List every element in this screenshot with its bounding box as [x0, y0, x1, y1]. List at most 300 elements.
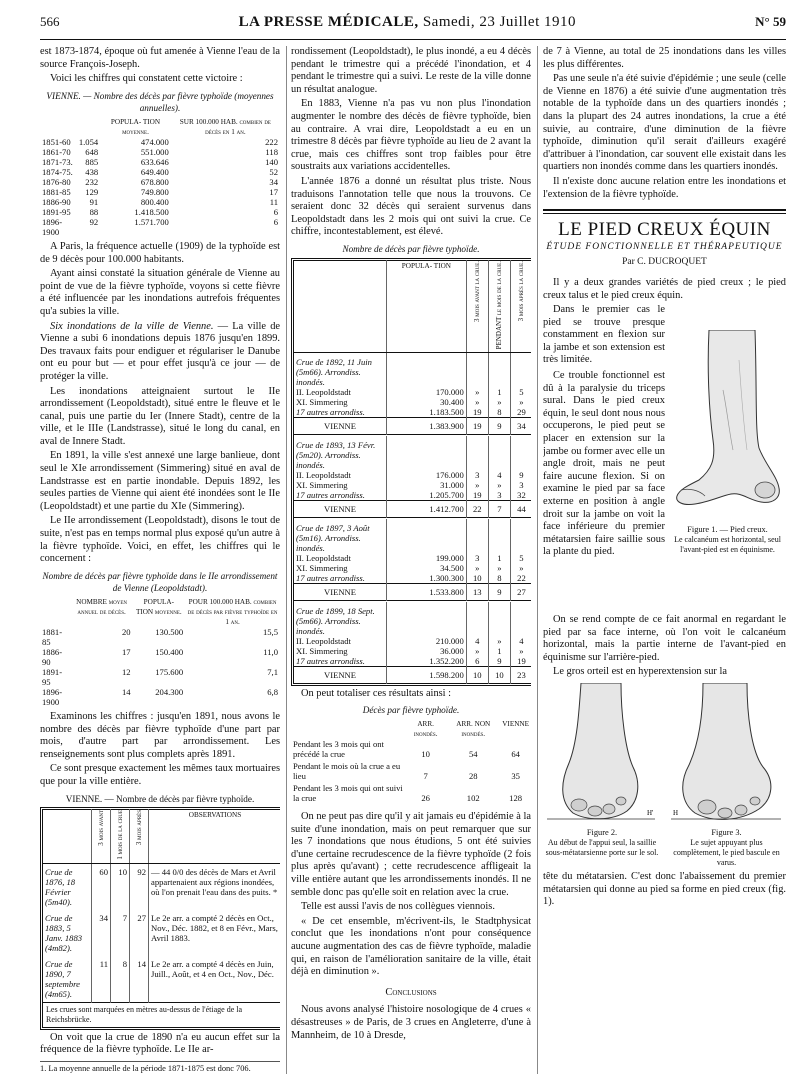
paragraph: Telle est aussi l'avis de nos collègues viennois.: [301, 901, 495, 913]
table-group-title: Crue de 1893, 13 Févr. (5m20). Arrondiss. inondés.: [294, 436, 387, 470]
table-cell: 54: [468, 749, 478, 760]
table-header: PENDANT le mois de la crue.: [495, 260, 504, 349]
table-cell: 22: [466, 500, 488, 517]
table-cell: 20: [121, 627, 131, 637]
paragraph: est 1873-1874, époque où fut amenée à Vienne l'eau de la source François-Joseph.: [40, 46, 280, 70]
table-row: [294, 407, 532, 418]
table-cell: 8: [111, 956, 130, 1003]
paragraph: « De cet ensemble, m'écrivent-ils, le Stadtphysicat conclut que les inondations n'ont pour conséquence aucune augmentation des cas de fièvre typhoïde, maladie qui, en raison de l'amélioration sanitaire de la ville, était déjà en diminution ».: [291, 915, 531, 978]
table-cell: XI. Simmering: [294, 480, 387, 490]
table-total-row: [294, 583, 532, 600]
table-caption: VIENNE. — Nombre de décès par fièvre typhoïde.: [65, 793, 255, 804]
table-cell: [466, 519, 488, 553]
table-cell: 1871-73.: [42, 156, 73, 167]
table-row: [43, 910, 281, 956]
table-cell: [466, 436, 488, 470]
table-cell: VIENNE: [294, 500, 387, 517]
table-cell: 64: [511, 749, 520, 760]
paragraph: On voit que la crue de 1890 n'a eu aucun effet sur la fréquence de la fièvre typhoïde. Le IIe ar-: [40, 1031, 280, 1056]
table-cell: II. Leopoldstadt: [294, 470, 387, 480]
paragraph: Ayant ainsi constaté la situation générale de Vienne au point de vue de la fièvre typhoïde, voyons si cette fièvre a été influencée par les inondations autrefois fréquentes qu'a subies la ville.: [40, 268, 280, 317]
table-cell: 6: [273, 206, 278, 217]
table-cell: 8: [488, 407, 510, 418]
table-cell: 19: [466, 407, 488, 418]
table-cell: 1.383.900: [387, 417, 467, 434]
table-header: NOMBRE moyen annuel de décès.: [76, 598, 128, 616]
table-cell: 28: [468, 771, 478, 782]
table-row: [43, 956, 281, 1003]
table-cell: 12: [121, 667, 131, 677]
table-group-title: Crue de 1897, 3 Août (5m16). Arrondiss. inondés.: [294, 519, 387, 553]
table-cell: 9: [488, 583, 510, 600]
paragraph: Le gros orteil est en hyperextension sur la: [553, 666, 727, 678]
table-cell: »: [488, 636, 510, 646]
table-cell: XI. Simmering: [294, 563, 387, 573]
table-cell: 4: [519, 635, 524, 646]
table-row: [294, 553, 532, 563]
table-cell: 1.571.700: [134, 216, 169, 227]
table-cell: — 44 0/0 des décès de Mars et Avril appartenaient aux régions inondées, où l'on prenait l'eau dans des puits. *: [151, 866, 278, 897]
table-header: POPULA- TION moyenne.: [110, 117, 161, 136]
table-cell: [488, 352, 510, 387]
table-cell: »: [519, 645, 524, 656]
table-cell: 91: [89, 196, 99, 207]
table-row: [294, 480, 532, 490]
paragraph: On se rend compte de ce fait anormal en regardant le pied par sa face interne, où l'on voit le calcanéum horizontal, mais la partie interne de l'avant-pied en équinisme sur l'arrière-pied.: [543, 614, 786, 663]
table-cell: Le 2e arr. a compté 4 décès en Juin, Juill., Août, et 4 en Oct., Nov., Déc.: [151, 958, 274, 979]
table-header: 1 mois de la crue: [116, 810, 124, 860]
article-title: LE PIED CREUX ÉQUIN: [558, 219, 771, 241]
hollow-foot-illustration: [669, 330, 786, 520]
table-group-row: [294, 352, 532, 387]
table-cell: 11: [92, 956, 111, 1003]
table-cell: 10: [466, 573, 488, 584]
table-cell: 170.000: [387, 387, 467, 397]
table-cell: 17 autres arrondiss.: [294, 573, 387, 584]
table-cell: 140: [265, 156, 278, 167]
table-cell: 1: [488, 553, 510, 563]
table-cell: 88: [89, 206, 99, 217]
table-cell: Pendant le mois où la crue a eu lieu: [293, 761, 401, 782]
table-header: POPULA- TION: [387, 260, 467, 352]
table-caption: Nombre de décès par fièvre typhoïde.: [342, 243, 480, 254]
table-cell: 34.500: [387, 563, 467, 573]
table-cell: Crue de 1883, 5 Janv. 1883 (4m82).: [43, 910, 92, 956]
issue-number: N° 59: [755, 14, 786, 29]
table-cell: 551.000: [140, 146, 169, 157]
table-cell: 7: [423, 771, 428, 782]
paragraph-text: — La ville de Vienne a subi 6 inondations depuis 1876 jusqu'en 1899. Des travaux faits pour endiguer et régulariser le Danube ont eu pour but — et pour effet jusqu'à ce jour — de protéger la ville.: [40, 320, 280, 382]
paragraph: On ne peut pas dire qu'il y ait jamais eu d'épidémie à la suite d'une inondation, mais on peut remarquer que sur les 7 inondations que nous étudions, 5 ont été suivies d'une certaine recrudescence de la fièvre typhoïde (2 fois plus après qu'avant) ; cette recrudescence affligeait la ville entière autant que les arrondissements inondés. Il ne semble donc pas qu'elle soit en relation avec la crue.: [291, 811, 531, 898]
table-cell: VIENNE: [294, 666, 387, 683]
table-cell: 885: [85, 156, 99, 167]
table-vienne-crues: [42, 809, 280, 1028]
table-cell: 7: [488, 500, 510, 517]
paragraph: rondissement (Leopoldstadt), le plus inondé, a eu 4 décès pendant le trimestre qui a précédé l'inondation, et 4 pendant le trimestre qui a suivi. Le reste de la ville donne un résultat analogue.: [291, 46, 531, 95]
table-cell: [387, 436, 467, 470]
table-cell: [466, 602, 488, 636]
table-total-row: [294, 500, 532, 517]
table-cell: 1881-85: [42, 627, 63, 647]
table-row: [291, 783, 531, 805]
table-cell: »: [519, 396, 524, 407]
table-cell: 92: [130, 863, 149, 910]
table-cell: 150.400: [155, 647, 184, 657]
article-author: Par C. DUCROQUET: [622, 257, 707, 268]
paragraph: Voici les chiffres qui constatent cette victoire :: [50, 73, 243, 85]
table-cell: [488, 436, 510, 470]
table-vienne-annual: [40, 117, 280, 237]
table-header: VIENNE: [502, 720, 529, 729]
table-header: 3 mois après la crue.: [517, 260, 526, 321]
table-header: [77, 117, 100, 137]
table-totals: [291, 719, 531, 805]
table-cell: [387, 352, 467, 387]
figure-3-caption: Le sujet appuyant plus complètement, le pied bascule en varus.: [673, 837, 780, 867]
table-cell: 9: [488, 656, 510, 667]
table-cell: [466, 352, 488, 387]
table-cell: [488, 602, 510, 636]
paragraph: Les inondations atteignaient surtout le IIe arrondissement (Leopoldstadt), situé entre le fleuve et le canal, puis une partie du Ier (Innere Stadt), centre de la ville, et le IIIe (Landstrasse), situé le long du canal, en aval de Innere Stadt.: [40, 385, 280, 447]
table-row: [40, 177, 280, 187]
table-cell: 175.600: [155, 667, 184, 677]
table-cell: »: [466, 397, 488, 407]
table-cell: 3: [488, 490, 510, 501]
paragraph: En 1883, Vienne n'a pas vu non plus l'inondation augmenter le nombre des décès de fièvre typhoïde, bien au contraire. A vrai dire, Leopoldstadt a eu en un trimestre 8 décès par fièvre typhoïde au lieu de 2 avant la crue, mais ces chiffres sont trop faibles pour être soustraits aux variations accidentelles.: [291, 98, 531, 173]
table-cell: 10: [488, 666, 510, 683]
table-header: [294, 260, 387, 352]
table-header: 3 mois avant la crue.: [473, 260, 482, 322]
table-cell: 15,5: [262, 627, 278, 637]
paragraph: L'année 1876 a donné un résultat plus triste. Nous traduisons l'annotation telle que nous la trouvons. Ce seraient donc 32 décès qui seraient survenus dans Leopoldstadt dans les 2 mois qui ont suivi la crue. Ce chiffre, incontestablement, est élevé.: [291, 175, 531, 238]
table-leopoldstadt: [40, 597, 280, 707]
table-cell: 35: [511, 771, 520, 782]
table-row: [40, 197, 280, 207]
table-cell: [387, 519, 467, 553]
table-cell: 11: [269, 196, 278, 207]
paragraph: [40, 321, 280, 384]
table-cell: 1881-85: [42, 186, 71, 197]
table-header: OBSERVATIONS: [149, 810, 281, 864]
table-cell: 13: [466, 583, 488, 600]
table-cell: 633.646: [140, 156, 169, 167]
table-total-row: [294, 666, 532, 683]
column-2: [291, 46, 531, 1076]
page-header: [40, 14, 786, 40]
journal-name: LA PRESSE MÉDICALE,: [238, 14, 419, 30]
table-header: POPULA- TION moyenne.: [135, 598, 182, 616]
table-cell: 6,8: [267, 687, 278, 697]
table-row: [40, 147, 280, 157]
table-cell: 19: [466, 417, 488, 434]
table-cell: XI. Simmering: [294, 397, 387, 407]
table-header: SUR 100.000 HAB. combien de décès en 1 an.: [179, 117, 271, 136]
table-cell: 8: [488, 573, 510, 584]
table-caption: VIENNE. — Nombre des décès par fièvre typhoïde (moyennes annuelles).: [46, 90, 274, 114]
table-cell: 30.400: [387, 397, 467, 407]
table-cell: 199.000: [387, 553, 467, 563]
table-cell: 1.412.700: [387, 500, 467, 517]
table-row: [40, 627, 280, 647]
table-cell: 7: [111, 910, 130, 956]
table-group-title: Crue de 1899, 18 Sept. (5m66). Arrondiss. inondés.: [294, 602, 387, 636]
table-cell: 1876-80: [42, 176, 71, 187]
table-cell: 9: [519, 469, 524, 480]
table-row: [40, 137, 280, 147]
table-cell: II. Leopoldstadt: [294, 387, 387, 397]
table-cell: 1: [488, 646, 510, 656]
journal-title: [239, 14, 576, 31]
table-cell: 649.400: [140, 166, 169, 177]
table-cell: 34: [269, 176, 278, 187]
column-1: [40, 46, 280, 1076]
table-group-row: [294, 519, 532, 553]
paragraph: Examinons les chiffres : jusqu'en 1891, nous avons le nombre des décès par fièvre typhoïde d'une part par mois, d'autre part par arrondissement. Les renseignements sont plus complets après 1891.: [40, 711, 280, 760]
table-row: [40, 157, 280, 167]
table-cell: 6: [466, 656, 488, 667]
table-cell: 4: [466, 636, 488, 646]
figure-1: [669, 330, 786, 555]
figure-2-caption: Au début de l'appui seul, la saillie sous-métatarsienne porte sur le sol.: [545, 837, 659, 857]
table-cell: 26: [421, 793, 430, 804]
table-cell: VIENNE: [294, 583, 387, 600]
table-cell: [387, 602, 467, 636]
paragraph: Dans le premier cas le pied se trouve presque constamment en flexion sur la jambe et son extension est très limitée.: [543, 304, 665, 366]
table-row: [294, 387, 532, 397]
table-row: [294, 397, 532, 407]
paragraph: tête du métatarsien. C'est donc l'abaissement du premier métatarsien qui donne au pied sa forme en pied creux (fig. 1).: [543, 871, 786, 908]
table-cell: 29: [517, 406, 526, 417]
table-cell: 1851-60: [42, 136, 71, 147]
table-cell: 17: [121, 647, 131, 657]
table-cell: 27: [510, 583, 531, 600]
table-header: [40, 597, 71, 627]
table-group-title: Crue de 1892, 11 Juin (5m66). Arrondiss. inondés.: [294, 352, 387, 387]
table-caption: Décès par fièvre typhoïde.: [362, 705, 460, 716]
table-cell: 5: [519, 552, 524, 563]
table-cell: 1874-75.: [42, 166, 73, 177]
table-cell: 1: [488, 387, 510, 397]
footnote: 1. La moyenne annuelle de la période 1871-1875 est donc 706.: [40, 1061, 280, 1074]
table-cell: 3: [466, 470, 488, 480]
table-cell: 1896-1900: [42, 687, 63, 707]
table-cell: 32: [517, 489, 526, 500]
table-cell: 3: [519, 479, 524, 490]
wrapped-text: [543, 304, 665, 561]
foot-varus-illustration: [667, 683, 786, 823]
table-cell: 17 autres arrondiss.: [294, 407, 387, 418]
paragraph: En 1891, la ville s'est annexé une large banlieue, dont seul le XIe arrondissement (Simmering) situé en aval de Landstrasse est en partie inondable. Depuis 1892, les seules parties de Vienne qui aient été inondées sont le IIe (Leopoldstadt) et une partie du XIe (Simmering).: [40, 450, 280, 512]
table-cell: 14: [130, 956, 149, 1003]
figure-2-title: Figure 2.: [586, 827, 618, 837]
table-cell: [510, 602, 531, 636]
table-cell: 5: [519, 386, 524, 397]
table-cell: 1891-95: [42, 667, 63, 687]
table-row: [40, 217, 280, 237]
table-header: POUR 100.000 HAB. combien de décès par fièvre typhoïde en 1 an.: [187, 598, 278, 626]
table-header: ARR. NON inondés.: [456, 720, 491, 739]
table-cell: 36.000: [387, 646, 467, 656]
table-cell: 1891-95: [42, 206, 71, 217]
table-row: [40, 667, 280, 687]
figure-1-title: Figure 1. — Pied creux.: [687, 524, 768, 534]
table-cell: 44: [510, 500, 531, 517]
table-cell: 92: [89, 216, 99, 227]
table-cell: 129: [85, 186, 99, 197]
table-header: [291, 719, 405, 739]
table-cell: »: [519, 562, 524, 573]
table-cell: 17 autres arrondiss.: [294, 490, 387, 501]
table-cell: 19: [466, 490, 488, 501]
table-cell: »: [488, 563, 510, 573]
paragraph: On peut totaliser ces résultats ainsi :: [301, 687, 452, 699]
table-row: [291, 739, 531, 761]
table-cell: 1.598.200: [387, 666, 467, 683]
table-cell: 1886-90: [42, 196, 71, 207]
table-cell: Pendant les 3 mois qui ont précédé la crue: [293, 739, 384, 760]
table-cell: 17: [269, 186, 278, 197]
paragraph: Ce trouble fonctionnel est dû à la paralysie du triceps sural. Dans le pied creux équin, le seul dont nous nous occuperons, le pied peut se placer en extension sur la jambe ou former avec elle un angle droit, mais ne peut faire aucune flexion. Si on examine le pied par sa face externe en position à angle droit sur la jambe on voit la face inférieure du premier métatarsien faire saillie sous la plante du pied.: [543, 370, 665, 558]
table-cell: »: [466, 563, 488, 573]
figure-3: [667, 683, 786, 868]
paragraph: Le IIe arrondissement (Leopoldstadt), disons le tout de suite, n'est pas en temps normal plus exposé qu'un autre à la fièvre typhoïde. Voici, en effet, les chiffres qui le concernent :: [40, 515, 280, 565]
table-cell: 176.000: [387, 470, 467, 480]
table-cell: »: [466, 387, 488, 397]
table-cell: 1.352.200: [387, 656, 467, 667]
figures-2-3: [543, 683, 786, 871]
table-cell: 27: [130, 910, 149, 956]
table-cell: 232: [85, 176, 99, 187]
table-cell: 6: [273, 216, 278, 227]
table-cell: 648: [85, 146, 99, 157]
section-heading: Conclusions: [385, 986, 437, 998]
table-cell: 9: [488, 417, 510, 434]
figure-1-wrap: [543, 304, 786, 614]
table-cell: 800.400: [140, 196, 169, 207]
table-caption: Nombre de décès par fièvre typhoïde dans le IIe arrondissement de Vienne (Leopoldstadt).: [42, 570, 278, 594]
table-cell: 204.300: [155, 687, 184, 697]
paragraph: Pas une seule n'a été suivie d'épidémie ; une seule (celle de Vienne en 1876) a été suivie d'une augmentation très notable de la typhoïde dans un des quartiers inondés ; dans la plupart des 24 autres inondations, la crue a été suivie, au contraire, d'une diminution de la fièvre typhoïde, diminution qu'il serait d'ailleurs exagéré d'attribuer à l'inondation, car souvent elle existait dans les quartiers non inondés comme dans les quartiers inondés.: [543, 73, 786, 173]
table-cell: 10: [421, 749, 430, 760]
table-row: [40, 187, 280, 197]
table-cell: »: [488, 397, 510, 407]
table-cell: 10: [111, 863, 130, 910]
table-group-row: [294, 436, 532, 470]
table-cell: [488, 519, 510, 553]
table-cell: 60: [92, 863, 111, 910]
table-cell: 438: [85, 166, 99, 177]
table-cell: 118: [265, 146, 278, 157]
table-cell: 749.800: [140, 186, 169, 197]
table-cell: 4: [488, 470, 510, 480]
table-cell: 1861-70: [42, 146, 71, 157]
table-cell: 1.054: [78, 136, 99, 147]
table-cell: 52: [269, 166, 278, 177]
table-cell: 10: [466, 666, 488, 683]
paragraph: Ce sont presque exactement les mêmes taux mortuaires que pour la ville entière.: [40, 763, 280, 787]
table-header: [43, 810, 92, 864]
table-cell: Pendant les 3 mois qui ont suivi la crue: [293, 783, 403, 804]
table-cell: 17 autres arrondiss.: [294, 656, 387, 667]
table-crues-1892-1899: [293, 260, 531, 684]
paragraph: Nous avons analysé l'histoire nosologique de 4 crues « désastreuses » de Paris, de 3 crues en Angleterre, d'une à Mannheim, de 10 à Dresde,: [291, 1004, 531, 1041]
table-cell: 130.500: [155, 627, 184, 637]
paragraph: de 7 à Vienne, au total de 25 inondations dans les villes les plus différentes.: [543, 46, 786, 70]
newspaper-page: [40, 14, 786, 1074]
table-cell: 3: [466, 553, 488, 563]
table-row: [294, 656, 532, 667]
table-header: ARR. inondés.: [413, 720, 438, 739]
table-cell: Crue de 1876, 18 Février (5m40).: [43, 863, 92, 910]
table-cell: 1.205.700: [387, 490, 467, 501]
table-cell: 1896-1900: [42, 216, 63, 237]
table-row: [40, 647, 280, 667]
table-cell: 128: [509, 793, 523, 804]
table-cell: 1.183.500: [387, 407, 467, 418]
figure-2: [543, 683, 661, 858]
column-3: [543, 46, 786, 1076]
table-cell: »: [466, 480, 488, 490]
table-note: Les crues sont marquées en mètres au-dessus de l'étiage de la Reichsbrücke.: [43, 1002, 281, 1027]
table-cell: 23: [510, 666, 531, 683]
table-cell: Le 2e arr. a compté 2 décès en Oct., Nov., Déc. 1882, et 8 en Févr., Mars, Avril 1883.: [151, 912, 278, 943]
figure-letter: H: [673, 809, 679, 818]
table-cell: 1.418.500: [134, 206, 169, 217]
table-cell: »: [466, 646, 488, 656]
issue-date: Samedi, 23 Juillet 1910: [422, 14, 577, 30]
paragraph: Il y a deux grandes variétés de pied creux ; le pied creux talus et le pied creux équin.: [543, 276, 786, 301]
foot-sole-illustration: [543, 683, 661, 823]
table-row: [294, 563, 532, 573]
table-cell: 678.800: [140, 176, 169, 187]
table-group-row: [294, 602, 532, 636]
article-subtitle: ÉTUDE FONCTIONNELLE ET THÉRAPEUTIQUE: [546, 241, 783, 252]
table-row: [40, 687, 280, 707]
table-row: [43, 863, 281, 910]
table-row: [294, 490, 532, 501]
table-cell: VIENNE: [294, 417, 387, 434]
table-cell: 34: [510, 417, 531, 434]
table-row: [294, 573, 532, 584]
table-cell: 210.000: [387, 636, 467, 646]
section-title: Six inondations de la ville de Vienne.: [50, 320, 214, 332]
table-total-row: [294, 417, 532, 434]
table-row: [294, 470, 532, 480]
table-cell: »: [488, 480, 510, 490]
table-cell: II. Leopoldstadt: [294, 553, 387, 563]
table-cell: XI. Simmering: [294, 646, 387, 656]
table-cell: 222: [265, 136, 278, 147]
table-row: [40, 167, 280, 177]
figure-letter: H': [647, 809, 654, 818]
figure-3-title: Figure 3.: [711, 827, 742, 837]
table-cell: 474.000: [140, 136, 169, 147]
figure-1-caption: Le calcanéum est horizontal, seul l'avant-pied est en équinisme.: [674, 534, 781, 554]
table-cell: 31.000: [387, 480, 467, 490]
table-cell: 7,1: [267, 667, 278, 677]
table-header: [40, 117, 77, 137]
table-cell: 1886-90: [42, 647, 63, 667]
table-cell: 14: [121, 687, 131, 697]
table-cell: 22: [517, 572, 526, 583]
page-number: 566: [40, 14, 60, 29]
table-row: [291, 761, 531, 783]
table-row: [294, 646, 532, 656]
section-divider: [543, 209, 786, 214]
table-cell: 1.300.300: [387, 573, 467, 584]
table-cell: 102: [466, 793, 480, 804]
paragraph: A Paris, la fréquence actuelle (1909) de la typhoïde est de 9 décès pour 100.000 habitants.: [40, 240, 280, 265]
